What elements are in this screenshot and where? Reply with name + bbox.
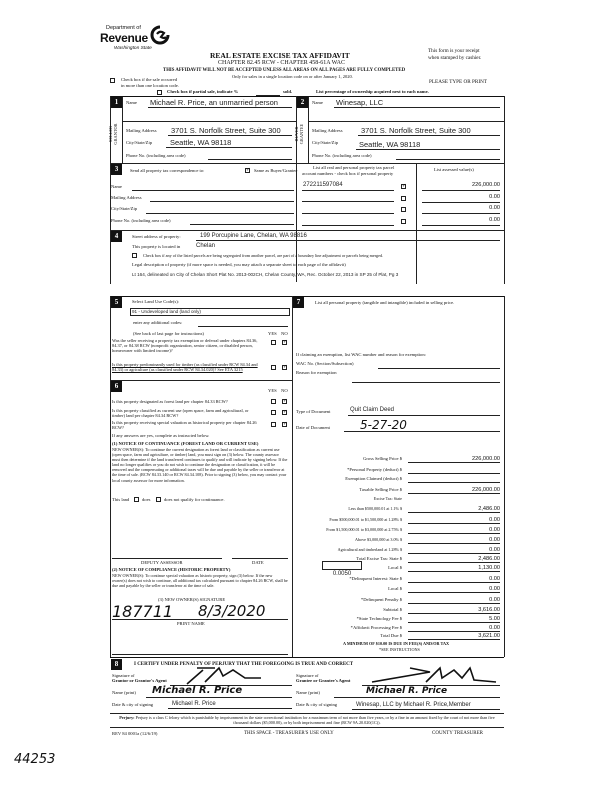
buyer-mailing-underline (358, 135, 500, 136)
receipt-note-1: This form is your receipt (428, 48, 480, 54)
logo-sub: Washington State (114, 46, 152, 51)
tax-row-value[interactable]: 0.00 (489, 526, 500, 533)
section-5-7-divider (292, 296, 293, 657)
section-6-q3: Is this property receiving special valuation as historical property per chapter 84.26 RCW? (112, 420, 257, 431)
new-owner-signature-number[interactable]: 187711 (112, 602, 174, 621)
treasurer-space-label: THIS SPACE - TREASURER'S USE ONLY (244, 731, 334, 736)
assessed-underline (422, 202, 500, 203)
additional-codes-label: enter any additional codes: (133, 320, 183, 325)
tax-row-value[interactable]: 2,486.00 (478, 505, 500, 512)
grantor-name-print-underline (146, 697, 292, 698)
section-1-number: 1 (111, 97, 122, 108)
perjury-top-border (110, 713, 504, 714)
parcel-number[interactable]: 272211597084 (303, 182, 343, 188)
notice-2-title: (2) NOTICE OF COMPLIANCE (HISTORIC PROPERTY) (112, 567, 231, 572)
grantor-signature-label-2: Grantor or Grantor's Agent (112, 678, 167, 683)
tax-row-underline (408, 533, 500, 534)
grantor-date-city-field[interactable]: Michael R. Price (172, 701, 216, 707)
grantor-label: GRANTOR (113, 123, 118, 145)
tax-row-label: *Delinquent Penalty $ (360, 597, 402, 602)
perjury-text: Perjury is a class C felony which is punishable by imprisonment in the state correctional institution for a maximum term of not more than five years, or by a fine in an amount fixed by the court of not more than five thousand dollars ($5,000.00), or by both imprisonment and fine (RCW 9A.20.020(1C)). (135, 715, 495, 726)
section-5-no-header: NO (281, 331, 288, 336)
same-as-buyer-label: Same as Buyer/Grantee (254, 168, 298, 173)
tax-row-label: Local $ (388, 565, 402, 570)
section-7-right-border (504, 296, 505, 657)
land-use-label: Select Land Use Code(s): (132, 299, 180, 304)
located-in-field[interactable]: Chelan (196, 243, 216, 249)
document-date-field[interactable]: 5-27-20 (360, 418, 407, 432)
tax-row-underline (408, 493, 500, 494)
section-5-q1-no-checkbox[interactable] (282, 340, 287, 345)
tax-row-underline (408, 592, 500, 593)
tax-row-value[interactable]: 0.00 (489, 624, 500, 631)
tax-row-label: Subtotal $ (383, 607, 402, 612)
assessed-value[interactable]: 226,000.00 (472, 182, 500, 188)
county-treasurer-label: COUNTY TREASURER (432, 731, 483, 736)
section-5-yes-header: YES (268, 331, 277, 336)
parcel-header-1: List all real and personal property tax parcel (313, 165, 395, 170)
section-5-q2-no-checkbox[interactable] (282, 365, 287, 370)
grantee-signature-label-2: Grantee or Grantee's Agent (296, 678, 351, 683)
form-warning: THIS AFFIDAVIT WILL NOT BE ACCEPTED UNLESS ALL AREAS ON ALL PAGES ARE FULLY COMPLETED (163, 68, 406, 73)
section-6-top-border (110, 380, 292, 381)
document-date-label: Date of Document (296, 425, 330, 430)
perjury-bottom-border (110, 727, 504, 728)
grantee-label: GRANTEE (299, 123, 304, 145)
tax-row-underline (408, 571, 500, 572)
correspondence-city-label: City/State/Zip (111, 206, 138, 211)
if-yes-note: If any answers are yes, complete as instructed below. (112, 433, 210, 438)
tax-row-value[interactable]: 3,616.00 (478, 606, 500, 613)
tax-row-label: Gross Selling Price $ (363, 456, 402, 461)
personal-property-checkbox[interactable] (401, 219, 406, 224)
form-only-for: Only for sales in a single location code on or after January 1, 2020. (232, 74, 353, 79)
grantee-signature-label-1: Signature of (296, 673, 319, 678)
correspondence-phone-field[interactable] (190, 224, 294, 225)
seller-city-field[interactable]: Seattle, WA 98118 (170, 138, 232, 147)
print-name-label: PRINT NAME (177, 621, 205, 626)
tax-row-value[interactable]: 0.00 (489, 516, 500, 523)
section-1-row-divider (122, 121, 296, 122)
section-6-yes-header: YES (268, 388, 277, 393)
tax-row-underline (408, 562, 500, 563)
assessed-header: List assessed value(s) (434, 167, 474, 172)
buyer-phone-label: Phone No. (including area code) (312, 153, 372, 158)
section-6-q2: Is this property classified as current use (open space, farm and agricultural, or timber) land per chapter 84.34 RCW? (112, 408, 249, 419)
section-5-left-border (110, 296, 111, 657)
buyer-name-underline (334, 107, 500, 108)
assessed-divider (416, 163, 417, 284)
perjury-bold: Perjury: (119, 715, 135, 720)
buyer-grantee-label (294, 119, 308, 149)
section-7-number: 7 (293, 297, 304, 308)
tax-row-value[interactable]: 0.00 (489, 536, 500, 543)
section-3-top-border (110, 163, 504, 164)
grantor-name-print-field[interactable]: Michael R. Price (152, 685, 243, 696)
buyer-city-underline (356, 149, 500, 150)
seller-grantor-label (108, 119, 122, 149)
tax-row-value[interactable]: 226,000.00 (472, 455, 500, 462)
section-4-number: 4 (111, 231, 122, 242)
tax-row-underline (408, 543, 500, 544)
form-right-border (504, 96, 505, 284)
grantee-date-city-field[interactable]: Winesap, LLC by Michael R. Price,Member (356, 702, 471, 708)
tax-row-underline (408, 639, 500, 640)
tax-row-value[interactable]: 5.00 (489, 615, 500, 622)
section-5-q2-yes-checkbox[interactable] (271, 365, 276, 370)
logo-main: Revenue (100, 31, 148, 45)
tax-row-underline (408, 622, 500, 623)
tax-row-value[interactable]: 0.00 (489, 585, 500, 592)
grantee-date-city-label: Date & city of signing (296, 702, 338, 707)
wac-label: WAC No. (Section/Subsection) (296, 361, 354, 366)
tax-row-label: Taxable Selling Price $ (359, 487, 402, 492)
correspondence-mailing-label: Mailing Address (111, 195, 142, 200)
multi-location-checkbox[interactable] (110, 78, 115, 83)
tax-row-underline (408, 582, 500, 583)
grantee-signature[interactable] (370, 664, 500, 686)
segregated-checkbox[interactable] (132, 253, 137, 258)
assessed-value[interactable]: 0.00 (489, 205, 500, 211)
local-rate-value: 0.0050 (332, 571, 352, 577)
logo (100, 25, 170, 57)
correspondence-name-label: Name (111, 184, 122, 189)
correspondence-phone-label: Phone No. (including area code) (111, 218, 171, 223)
tax-row-underline (408, 603, 500, 604)
tax-row-value[interactable]: 226,000.00 (472, 486, 500, 493)
seller-mailing-field[interactable]: 3701 S. Norfolk Street, Suite 300 (171, 126, 281, 135)
tax-row-value[interactable]: 0.00 (489, 546, 500, 553)
tax-row-label: Total Excise Tax: State $ (356, 556, 402, 561)
buyer-phone-field[interactable] (396, 159, 500, 160)
tax-row-underline (408, 553, 500, 554)
buyer-name-field[interactable]: Winesap, LLC (336, 98, 384, 107)
section-6-q1: Is this property designated as forest land per chapter 84.33 RCW? (112, 399, 228, 404)
seller-name-field[interactable]: Michael R. Price, an unmarried person (150, 98, 278, 107)
form-title: REAL ESTATE EXCISE TAX AFFIDAVIT (210, 51, 350, 60)
section-6-q2-no-checkbox[interactable] (282, 410, 287, 415)
buyer-label: BUYER (294, 126, 299, 142)
parcel-number-field[interactable] (302, 201, 394, 202)
notice-1-title: (1) NOTICE OF CONTINUANCE (FOREST LAND OR CURRENT USE) (112, 441, 259, 446)
grantee-date-city-underline (352, 709, 500, 710)
grantee-name-print-underline (334, 697, 500, 698)
assessor-date-label: DATE (252, 560, 264, 565)
deputy-assessor-label: DEPUTY ASSESSOR (141, 560, 183, 565)
section-5-number: 5 (111, 297, 122, 308)
does-not-label: does not qualify for continuance. (164, 497, 225, 502)
section-6-number: 6 (111, 381, 122, 392)
tax-row-value[interactable]: 2,486.00 (478, 555, 500, 562)
tax-row-label: Less than $500,000.01 at 1.1% $ (348, 506, 402, 511)
buyer-city-label: City/State/Zip (312, 140, 339, 145)
tax-row-underline (408, 473, 500, 474)
type-or-print: PLEASE TYPE OR PRINT (429, 79, 487, 85)
tax-row-value[interactable]: 1,130.00 (478, 564, 500, 571)
seller-phone-field[interactable] (208, 159, 292, 160)
assessed-underline (422, 225, 500, 226)
tax-row-label: Total Due $ (380, 633, 402, 638)
buyer-mailing-field[interactable]: 3701 S. Norfolk Street, Suite 300 (361, 126, 471, 135)
land-use-select[interactable] (130, 308, 290, 316)
tax-row-underline (408, 482, 500, 483)
tax-row-label: From $1,500,000.01 to $3,000,000 at 2.75% $ (326, 527, 402, 532)
notice-1-body: NEW OWNER(S): To continue the current designation as forest land or classification as current use (open space, farm and agriculture, or timber) land, you must sign on (3) below. The county assessor must then determine if the land transferred continues to qualify and will indicate by signing below. If the land no longer qualifies or you do not wish to continue the designation or classification, it will be removed and the compensating or additional taxes will be due and payable by the seller or transferor at the time of sale. (RCW 84.33.140 or RCW 84.34.108). Prior to signing (3) below, you may contact your local county assessor for more information. (112, 447, 288, 483)
section-6-q1-no-checkbox[interactable] (282, 399, 287, 404)
notice-2-body: NEW OWNER(S): To continue special valuation as historic property, sign (3) below. If the new owner(s) does not wish to continue, all additional tax calculated pursuant to chapter 84.26 RCW, shall be due and payable by the seller or transferor at the time of sale. (112, 573, 288, 589)
does-label: does (142, 497, 151, 502)
grantee-name-print-field[interactable]: Michael R. Price (366, 686, 448, 696)
personal-property-checkbox[interactable] (401, 184, 406, 189)
section-5-q1: Was the seller receiving a property tax exemption or deferral under chapters 84.36, 84.37, or 84.38 RCW (nonprofit organization, senior citizen, or disabled person, homeowner with limited income)? (112, 338, 258, 354)
seller-phone-label: Phone No. (including area code) (126, 153, 186, 158)
tax-row-label: *Delinquent Interest: State $ (349, 576, 402, 581)
grantee-name-print-label: Name (print) (296, 690, 320, 695)
assessor-date-field[interactable] (232, 558, 288, 559)
section-2-side-divider (308, 97, 309, 163)
assessed-underline (422, 190, 500, 191)
section-3-number: 3 (111, 164, 122, 175)
tax-row-value[interactable]: 0.00 (489, 575, 500, 582)
tax-row-label: Exemption Claimed (deduct) $ (345, 476, 402, 481)
section-6-q2-yes-checkbox[interactable] (271, 410, 276, 415)
document-date-underline (344, 431, 500, 432)
section-2-row-divider (308, 121, 504, 122)
section-8-top-border (110, 657, 504, 658)
tax-row-label: Local $ (388, 586, 402, 591)
ownership-pct-note: List percentage of ownership acquired next to each name. (316, 89, 429, 94)
wac-field[interactable] (378, 368, 500, 369)
document-type-underline (348, 415, 500, 416)
tax-row-label: *State Technology Fee $ (356, 616, 402, 621)
tax-row-value[interactable]: 3,621.00 (478, 632, 500, 639)
section-1-side-divider (122, 97, 123, 163)
seller-name-label: Name (126, 100, 137, 105)
tax-row-label: *Personal Property (deduct) $ (347, 467, 402, 472)
tax-row-label: Excise Tax: State (373, 496, 402, 501)
seller-mailing-label: Mailing Address (126, 128, 157, 133)
send-correspondence-label: Send all property tax correspondence to: (130, 168, 205, 173)
tax-row-value[interactable]: 0.00 (489, 596, 500, 603)
street-address-label: Street address of property: (132, 234, 181, 239)
deputy-assessor-field[interactable] (112, 558, 222, 559)
partial-sale-label: Check box if partial sale, indicate % (167, 89, 239, 94)
document-type-field[interactable]: Quit Claim Deed (350, 407, 395, 413)
certify-statement: I CERTIFY UNDER PENALTY OF PERJURY THAT THE FOREGOING IS TRUE AND CORRECT (134, 662, 354, 667)
tax-row-underline (408, 613, 500, 614)
multi-location-label-2: in more than one location code. (121, 83, 179, 88)
segregated-label: Check box if any of the listed parcels are being segregated from another parcel, are part of a boundary line adjustment or parcels being merged. (143, 253, 384, 258)
see-back-note: (See back of last page for instructions) (133, 331, 204, 336)
form-revision: REV 84 0001a (12/6/19) (112, 731, 158, 736)
correspondence-mailing-field[interactable] (150, 201, 294, 202)
parcel-header-2: account numbers - check box if personal property (302, 171, 394, 176)
seller-name-underline (148, 107, 292, 108)
seller-city-underline (166, 147, 292, 148)
tax-row-label: From $500,000.01 to $1,500,000 at 1.28% $ (329, 517, 402, 522)
logo-top: Department of (106, 25, 141, 31)
correspondence-name-field[interactable] (132, 190, 294, 191)
seller-mailing-underline (168, 135, 292, 136)
form-chapter: CHAPTER 82.45 RCW - CHAPTER 458-61A WAC (218, 60, 345, 66)
exemption-reason-field[interactable] (352, 382, 500, 383)
tax-row-underline (408, 512, 500, 513)
parcel-number-underline (302, 190, 394, 191)
buyer-mailing-label: Mailing Address (312, 128, 343, 133)
personal-property-checkbox[interactable] (401, 196, 406, 201)
section-4-top-border (110, 230, 504, 231)
additional-codes-field[interactable] (198, 326, 288, 327)
section-5-q1-yes-checkbox[interactable] (271, 340, 276, 345)
parcel-number-field[interactable] (302, 213, 394, 214)
grantor-signature[interactable] (185, 664, 265, 686)
section-6-q1-yes-checkbox[interactable] (271, 399, 276, 404)
same-as-buyer-checkbox[interactable] (245, 168, 250, 173)
tax-row-underline (408, 462, 500, 463)
correspondence-city-field[interactable] (146, 213, 294, 214)
exemption-reason-label: Reason for exemption (296, 370, 337, 375)
grantor-signature-label-1: Signature of (112, 673, 135, 678)
exemption-label: If claiming an exemption, list WAC number and reason for exemption: (296, 352, 426, 357)
legal-description-field[interactable]: Lt 164, delineated on City of Chelan Short Plat No. 2013-002CH, Chelan County, WA, Rec. October 22, 2013 in SP 25 of Plat, Pg 3 (132, 272, 399, 277)
perjury-notice (114, 715, 500, 725)
this-land-label: This land (112, 497, 130, 502)
assessed-value[interactable]: 0.00 (489, 217, 500, 223)
sold-label: sold. (283, 89, 293, 94)
land-use-value: 91 - Undeveloped land (land only) (132, 309, 201, 314)
section-5-top-border (110, 296, 504, 297)
new-owner-signature-line (112, 619, 288, 620)
tax-row-label: *Affidavit Processing Fee $ (350, 625, 402, 630)
personal-property-label: List all personal property (tangible and intangible) included in selling price. (315, 300, 455, 305)
legal-description-label: Legal description of property (if more space is needed, you may attach a separate sheet to each page of the affidavit) (132, 262, 346, 267)
does-not-checkbox[interactable] (156, 497, 161, 502)
receipt-note-2: when stamped by cashier. (428, 55, 482, 61)
section-6-q3-no-checkbox[interactable] (282, 422, 287, 427)
tax-row-underline (408, 523, 500, 524)
new-owner-signature-label: (3) NEW OWNER(S) SIGNATURE (158, 597, 226, 602)
grantor-date-city-label: Date & city of signing (112, 702, 154, 707)
seller-city-label: City/State/Zip (126, 140, 153, 145)
see-instructions-note: *SEE INSTRUCTIONS (379, 647, 420, 652)
personal-property-checkbox[interactable] (401, 207, 406, 212)
revenue-logo-icon (150, 25, 170, 45)
new-owner-signature-date[interactable]: 8/3/2020 (198, 602, 266, 620)
parcel-number-field[interactable] (302, 225, 394, 226)
street-address-field[interactable]: 199 Porcupine Lane, Chelan, WA 98816 (200, 233, 307, 239)
seller-label: SELLER (108, 125, 113, 143)
street-address-underline (196, 240, 500, 241)
multi-location-label-1: Check box if the sale occurred (121, 77, 177, 82)
partial-sale-checkbox[interactable] (157, 90, 162, 95)
grantor-date-city-underline (168, 708, 292, 709)
located-in-label: This property is located in (132, 244, 181, 249)
tax-row-label: Above $3,000,000 at 3.0% $ (355, 537, 402, 542)
assessed-value[interactable]: 0.00 (489, 194, 500, 200)
section-6-no-header: NO (281, 388, 288, 393)
section-6-q3-yes-checkbox[interactable] (271, 422, 276, 427)
buyer-name-label: Name (312, 100, 323, 105)
print-name-field[interactable] (112, 654, 288, 655)
buyer-city-field[interactable]: Seattle, WA 98118 (359, 140, 421, 149)
handwritten-number: 44253 (14, 752, 56, 767)
section-5-q2: Is this property predominantly used for timber (as classified under RCW 84.34 and 84.33) or agriculture (as classified under RCW 84.34.020)? See ETA 3215 (112, 362, 258, 373)
does-checkbox[interactable] (134, 497, 139, 502)
section-2-number: 2 (297, 97, 308, 108)
grantor-name-print-label: Name (print) (112, 690, 136, 695)
tax-row-label: Agricultural and timberland at 1.28% $ (337, 547, 402, 552)
assessed-underline (422, 213, 500, 214)
minimum-note: A MINIMUM OF $10.00 IS DUE IN FEE(S) AND/OR TAX (343, 641, 450, 646)
document-type-label: Type of Document (296, 409, 331, 414)
local-rate-box[interactable] (322, 561, 362, 577)
section-8-number: 8 (111, 659, 122, 670)
